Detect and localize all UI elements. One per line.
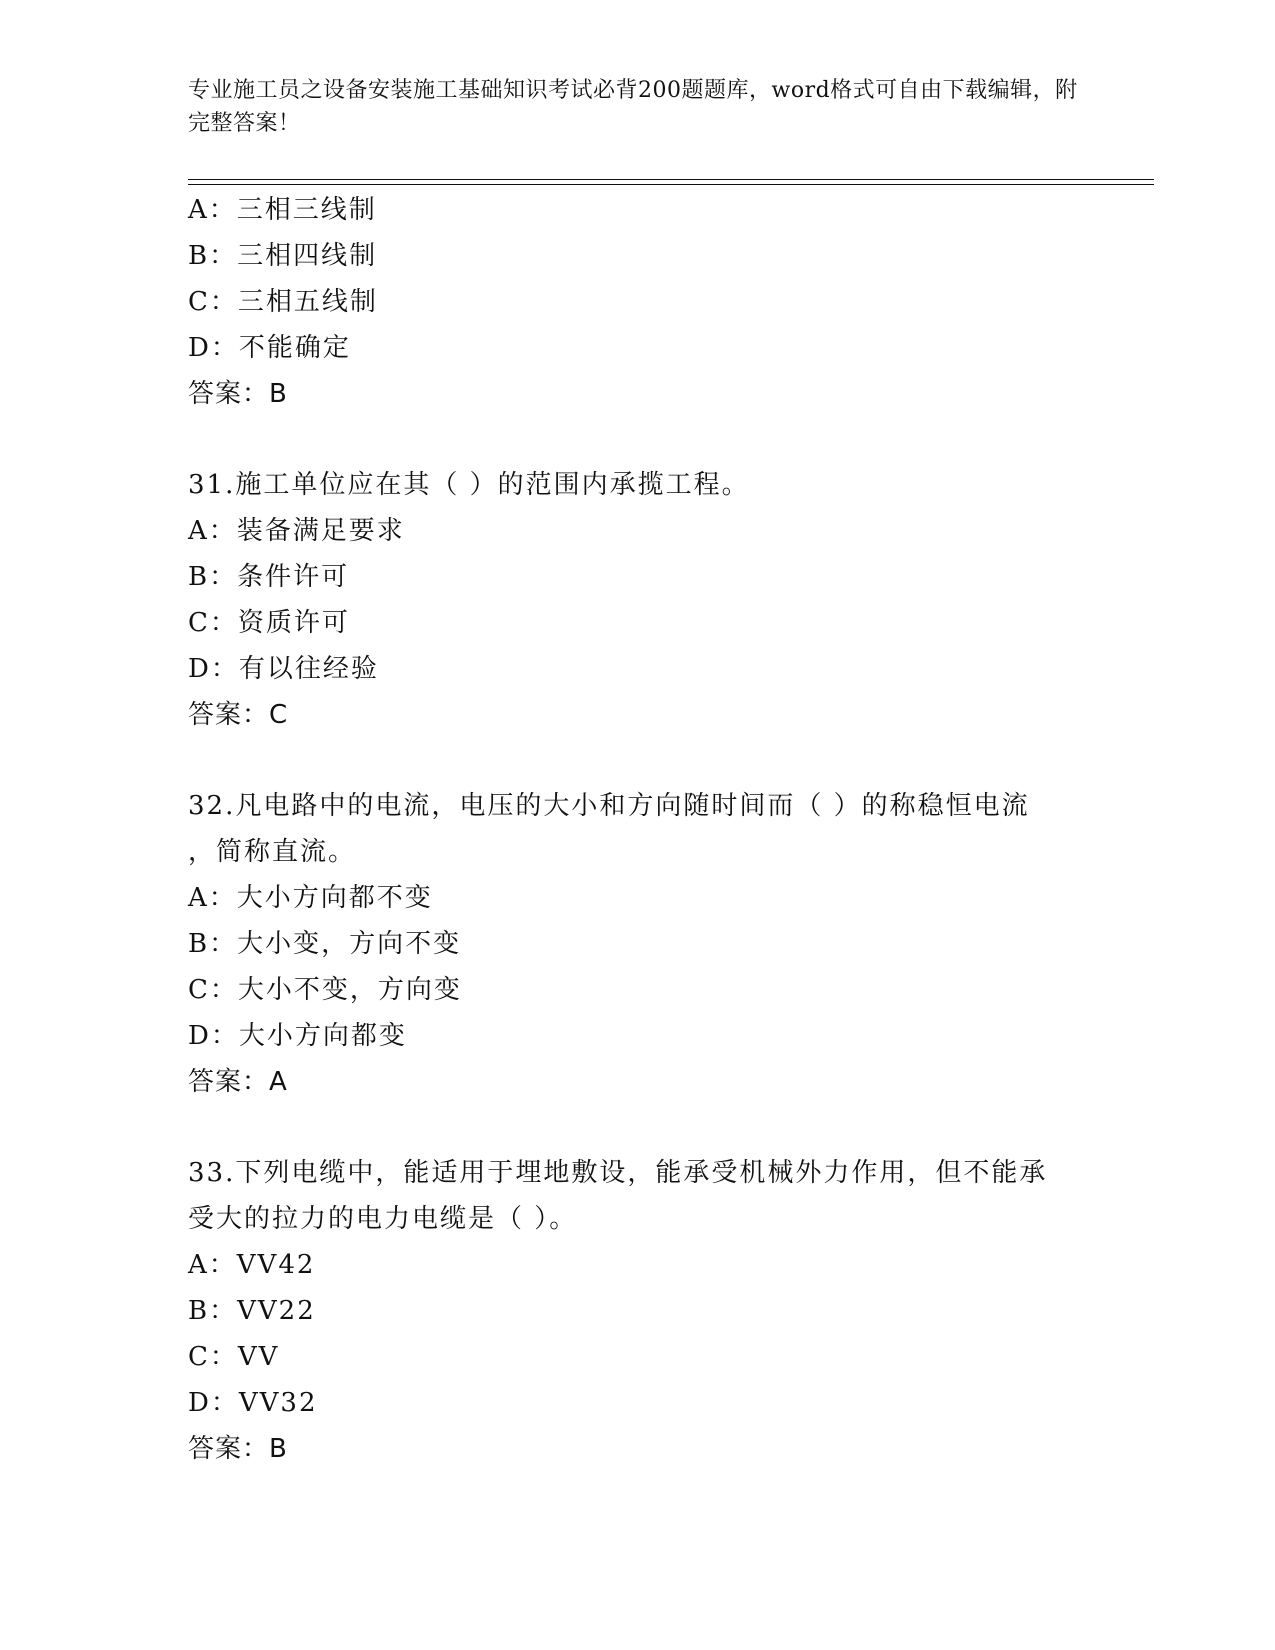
- question-text: 31.施工单位应在其（ ）的范围内承揽工程。: [188, 470, 750, 500]
- option-c: C：大小不变，方向变: [188, 975, 462, 1005]
- option-b: B：三相四线制: [188, 241, 378, 271]
- option-a: A：三相三线制: [188, 195, 377, 225]
- answer-line: 答案：B: [188, 1434, 288, 1464]
- option-c: C：三相五线制: [188, 287, 378, 317]
- spacer: [188, 417, 1088, 462]
- question-text-line-2: 受大的拉力的电力电缆是（ ）。: [188, 1204, 578, 1234]
- question-list: [188, 187, 1088, 1472]
- question-text-line-1: 33.下列电缆中，能适用于埋地敷设，能承受机械外力作用，但不能承: [188, 1158, 1048, 1188]
- option-b: B：大小变，方向不变: [188, 929, 462, 959]
- option-c: C：资质许可: [188, 608, 350, 638]
- question-text-line-2: ，简称直流。: [188, 837, 357, 867]
- header-rule-bottom: [188, 184, 1154, 185]
- question-block-30: [188, 187, 1088, 417]
- spacer: [188, 738, 1088, 783]
- option-a: A：装备满足要求: [188, 516, 405, 546]
- question-block-31: [188, 462, 1088, 738]
- header-rule-top: [188, 179, 1154, 180]
- document-header: 专业施工员之设备安装施工基础知识考试必背200题题库，word格式可自由下载编辑，附完整答案！: [188, 78, 1078, 136]
- option-d: D：大小方向都变: [188, 1021, 407, 1051]
- option-a: A：VV42: [188, 1250, 316, 1280]
- answer-line: 答案：C: [188, 700, 289, 730]
- question-text-line-1: 32.凡电路中的电流，电压的大小和方向随时间而（ ）的称稳恒电流: [188, 791, 1030, 821]
- option-d: D：不能确定: [188, 333, 351, 363]
- spacer: [188, 1105, 1088, 1150]
- option-c: C：VV: [188, 1342, 280, 1372]
- option-a: A：大小方向都不变: [188, 883, 433, 913]
- question-block-32: [188, 783, 1088, 1105]
- option-b: B：条件许可: [188, 562, 350, 592]
- answer-line: 答案：A: [188, 1067, 288, 1097]
- question-block-33: [188, 1150, 1088, 1472]
- option-d: D：VV32: [188, 1388, 318, 1418]
- answer-line: 答案：B: [188, 379, 288, 409]
- option-b: B：VV22: [188, 1296, 316, 1326]
- option-d: D：有以往经验: [188, 654, 379, 684]
